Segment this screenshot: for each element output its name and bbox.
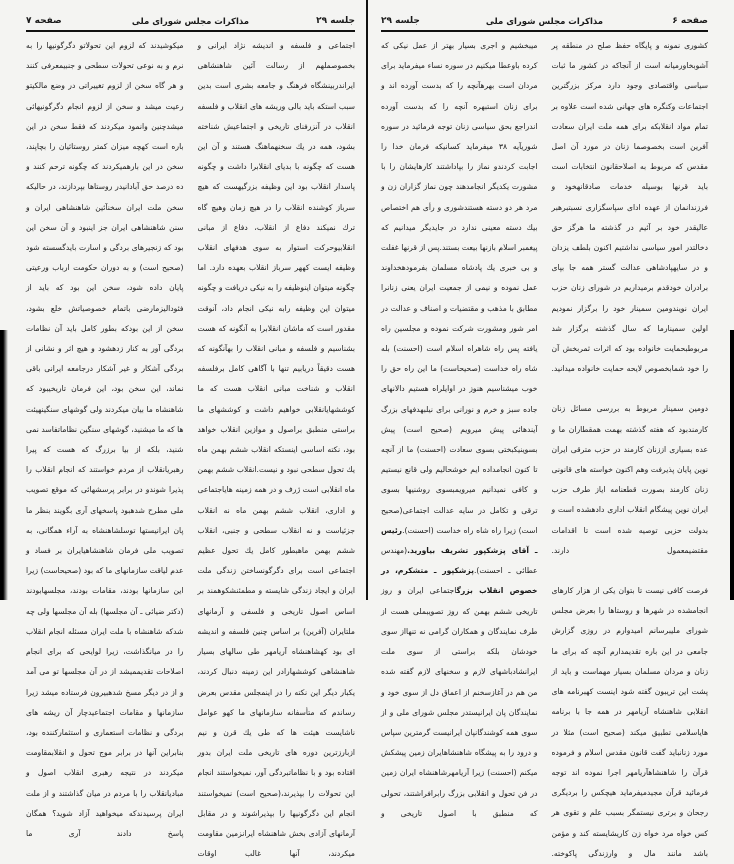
text-line: ایران بر فساد و عدم لیاقت سازمانهای ما که بود (صحیح [26,546,184,576]
text-line: کنگره های جهانی شده است علاوه بر تمام مواد انقلاب [551,101,708,131]
text-line: برنامه های انقلابی شاهنشاه آریامهر در همه جا با برنامه های [551,687,708,737]
text-line: دارم آنچه که برای ما زنان و مردان مسلمان بسیار مهم [551,646,708,676]
text-line: ملی هست از طرف نمایندگان و همکاران گرامی نه تنها [381,606,538,636]
text-line: فلسفه انقلاب و شناخت مبانی انقلاب هست که ما کوششهای [197,364,355,414]
text-line: که باید بالی وریشه های انقلاب و فلسفه انقلاب در آن [197,101,355,131]
text-line: داده ایم خوشحالیم ولی قانع نیستیم و کافی نمیدانیم میرویم [381,465,538,495]
text-line: هر سرباز انقلاب بعهده دارد. اما چگونه میتوان این [197,263,355,293]
text-line: مشورت شرکت نموده و مجلسین راه یافته پس راه شاه [381,323,538,354]
text-line: دهند چون نماز گزاران زن و مرد هر دو دسته هستند [381,182,538,212]
text-line: که میخواهید آزاد شوید؟ همگان پاسخ دادند آری ما [26,808,184,838]
text-line: نیکبختی بسوی سعادت (احسنت) ما از آنچه تا کنون انجام [381,445,538,475]
page-header [381,14,708,30]
text-line: ملهم از رسالت آئین شاهنشاهی ایران [197,61,355,91]
text-line: رئیس ـ آقای پزشکپور تشریف بیاورید. [381,525,538,556]
text-line: فاسد نمی شنید، بلکه از بیا برزرگ که هست که پیرا رهبری [26,424,184,475]
text-line: دومین سمینار مربوط به بررسی مسائل زنان کارمند [551,404,708,434]
text-line: و در برابر پرسشهائی که موقع تصویب ملی مطرح شده [26,485,184,515]
text-line: است) زیرا این سازمانها بودند، مقامات بودند، مجلسها [26,566,184,596]
text-line: است و نه انقلاب سطحی و جنبی، انقلاب ششم بهمن ماه [197,525,355,556]
text-line: زمین مقاومت میکردند، آنها غالب اوقات [197,828,355,859]
text-line: کننده بود، بنابراین آنها در برابر موج تحول و انقلاب [26,727,184,758]
text-line: و عوامل ناشایست هیئت ها که طی یك قرن و نیم از [197,707,355,758]
text-line: هست که هیچ سرباز کوشنده انقلاب را در هیچ زمان و [197,182,355,212]
text-line: آیه ۳۸ میفرماید کسانیکه فرمان خدا را اجابت کردند [381,142,538,172]
text-line: آنچه را که بدست آورده اند و برای زنان است [381,81,538,111]
text-line: چه میزان کمتر روستائیان را بچاپند، سخن در این باره [26,142,184,172]
text-line: عطا میکنیم در سوره نساء میفرماید برای مردان است بهره [381,61,538,91]
text-line: کشوری نمونه و پایگاه حفظ صلح در منطقه پر آشوب [551,41,708,71]
text-line: بود پاسخهای آری بگویند بنظر ما پان ایرانیستها توسل [26,505,184,535]
text-line: شاهنشاه به آراء همگانی، به تصویب ملی فرمان شاهنشاهی [26,525,184,556]
text-line: بودند (دکتر ضیائی ـ آن مجلسها) بله آن مجلسها ولی چه شد [26,586,184,636]
text-line: جامعه ایرانی باقی نماند، این سخن بود، این فرمان تاریخی [26,364,184,394]
text-line: اقتصادی وجود دارد مرکز بزرگترین اجتماعات و [551,81,708,111]
column-right [552,36,709,864]
text-line: بود که شاهنشاه ما بیان میکردند ولی گوشهای سنگین [26,384,184,414]
text-line: معرفی کنند و هر گاه سخن از لزوم تغییراتی در وضع مالکیت [26,61,184,91]
text-line: اسلامی تطبیق میکند (صحیح است) مثلا در مورد زنان [551,727,708,757]
text-line: راجع بحق سیاسی زنان توجه فرمائید در سوره شوری [381,121,538,152]
column-left [381,36,538,864]
page-header [26,14,355,30]
text-line: میکردند که چگونه ترحم کنند و ده درصد حق آبادانی [26,162,184,192]
text-line: و رعیت میشد و سخن از لزوم انجام دگرگونیهائی میشد [26,81,184,131]
text-line: گذاشت، زیرا لوایحی که برای انجام اصلاحات تقدیم [26,647,184,677]
text-line: راه اسلام است (احسنت) بله شاه راه خداست (صحیح [381,344,538,374]
text-line: بطور کامل یك تحول عظیم اجتماعی است برای دگرگون [197,546,355,576]
text-line: هیئت ها که ما میشنید، گوشهای سنگین نظامات [26,404,184,434]
text-line: است) ما این راه حق را خوب میشناسیم هنوز در اوایل [381,364,538,394]
text-line: انقلاب از مردم خواستند که انجام انقلاب را پذیرا شوند [26,465,184,495]
text-line: خداوند عمل نموده و نیمی از جمعیت ایران یعنی زنان [381,263,538,293]
text-line: قانون انتخابات است باید قرنها بوسیله خدمات صادقانه [551,162,708,192]
text-line: را به آنگونه که هست بشناسیم و فلسفه و مبانی انقلاب را به [197,323,355,354]
text-line: هم اکنون خواسته های قانونی زنان کارمند بصورت قطعنامه ای [551,465,708,495]
text-line: شود و هیچ اثر و نشانی از بردگی آشکار و غیر آشکار در [26,344,184,374]
page-right-6 [367,0,734,858]
text-line: بهدفهای بزرگ آیندهائی پیش میرویم (صحیح است) پیش بسوی [381,404,538,455]
text-line: شوند و در مقابل آرمانهای آزادی بخش شاهنشاه ایران [197,808,355,838]
text-line: به نیکی انجام داد، آنوقت مقدور است که ماشان انقلاب [197,303,355,333]
text-line: شاهنشاه آریامهر طی سالهای بسیار شاهنشاهی کوششهارا [197,647,356,677]
text-line: شاهنشاه ایران زمین در فن تحول و انقلابی بزرگ را [381,768,538,798]
text-line: راه هستیم دالانهای جاده سبز و خرم و نورانی برای نیل [381,384,538,414]
text-line: قدم برمیداریم در شورای زنان حزب ایران نوین [551,283,708,313]
text-line: که برای همه ملت ایران سعادت آفرین است بخصوص [551,121,708,152]
text-line: که انقلاب ششم بهمن ماه یك تحول سطحی نبود و نیست. [197,445,355,475]
text-line: (صحیح است) زیرا راه شاه راه خداست (احسنت). [381,505,538,535]
text-line: انقلاب را با مردم در میان گذاشتند و از ملت ایران پرسیدند [26,788,184,818]
text-line: و نماز را بپاداشتند کارهایشان را با مشورت یکدیگر انجام [381,162,538,192]
text-line: را داشت و چگونه پاسدار انقلاب بود این وظیفه بزرگی [197,162,355,192]
text-line: بحمایت خانواده بود که اثرات ثمربخش آن را خود شما [551,344,708,374]
text-line: میبخشیم و اجری بسیار بهتر از عمل نیکی که کرده باو [381,41,538,71]
text-line: دچار آن ریشه های بردگی و نظامات استعماری و استثمار [26,707,184,737]
session-number: جلسه ۲۹ [381,16,420,26]
text-line: از سوی خودشان بلکه براستی از سوی ملت ایران [381,626,538,677]
text-line: معمول دارند. [551,545,689,555]
text-line: بخصوص لایحه حمایت خانواده میدانید. [551,364,672,374]
text-line: مجلس مقدس بعرض رساندم که متأسفانه سازمانهای ما که [197,687,355,717]
text-line: رعیتی پایان داده شود، سخن این بود که باید از فئودالیزم [26,263,184,313]
text-line: پزشکپور ـ متشکرم، در خصوص انقلاب بزرگ [381,566,538,596]
text-line: پس از قرنها غفلت و بی خبری یك پادشاه مسلمان بفرموده [381,243,538,273]
text-line: میفرماید هیچکس را بردیگری رجحان و برتری نیست [551,788,708,818]
text-line: گسسته شود (صحیح است) و به دوران حکومت ارباب و [26,243,184,273]
text-line: بیرون فرستاده میشد زیرا سازمانها و مقامات اجتماعی [26,687,184,717]
session-number: جلسه ۲۹ [316,16,355,26]
scan-edge-shadow-left [0,330,8,600]
text-line: از طرف حزب ایران نوین پیشگام انقلاب اداری داده [551,485,708,515]
text-line: برافراشتند، تحولی که منطبق با اصول تاریخی و [381,788,538,818]
text-line: چنین وانمود میکردند که فقط سخن در این باره است که [26,121,184,152]
text-line: اجتماعی ایران و روز تاریخی ششم بهمن که روز تصویب [381,586,538,616]
text-line: است و باید از پشت این تریبون گفته شود اینست که [551,666,708,697]
scan-edge-shadow-right [730,330,734,600]
text-line: پادشاهی عدالت گستر همه جا بپای برادران خود [551,263,708,293]
paragraph-gap [552,379,709,399]
text-line: (صحیح است) نمیخواستند انجام این دگرگونیها را بپذیرا [197,788,355,818]
text-line: خود و فرزندانمان از عهده ادای سپاسگزاری نسبت [551,182,708,212]
text-line: که شاهنشاه با ملت ایران مسئله انجام انقلاب را در میان [26,626,184,657]
text-line: اجتماعی و اداری، انقلاب ششم بهمن ماه نه انقلاب جزئی [197,485,355,535]
text-line: مقاومت میکردند در نتیجه رهبری انقلاب اصول و مبادی [26,748,184,798]
text-line: شده است و بدولت حزبی توصیه شده است تا اقدامات مقتضی [551,505,708,555]
text-line: انقلابی خواهیم داشت و کوششهای ما براستی منطبق بر [197,404,355,434]
text-line: که بطور کامل باید آن نظامات بردگی آور به کنار زده [26,323,184,354]
text-line: مگر بسبب علم و تقوی هر کس خواه مرد خواه زن کاری [551,808,708,838]
header-rule [26,30,355,32]
text-line: برسانم امیدوارم در روزی گزارش جامعی در این باره تقدیم [551,626,708,656]
text-line: در مجلس شورای ملی و از سوی همه کوشندگان [381,707,538,737]
text-line: سخنم از اعماق دل از سوی خود و نمایندگان پان ایرانیست [381,687,538,717]
text-line: و دگرگونیها را به نرم و به نوعی تحولات سطحی و جنبی [26,41,184,71]
text-line: فرصت کافی نیست تا بتوان یکی از هزار کارهای انجام [551,586,708,616]
text-line: پان ایرانیست گرمترین سپاس و درود را به پیشگاه شاهنشاه [381,727,538,758]
text-line: شایسته کند و مؤمن باشد مانند مال و وارزندگی پاکوخته. [551,828,708,858]
text-line: خاورمیانه است از آنجاکه در کشور ما ثبات سیاسی و [551,61,708,91]
text-line: آئین شاهنشاهی ایران و سنن شاهنشاهی ایران جز این [26,202,184,232]
paragraph-gap [552,561,709,581]
header-rule [381,30,708,32]
text-line: را مطابق با مذهب و مقتضیات و اصناف و عدالت در امر شور و [381,283,538,333]
text-line: اجتماعی و فلسفه و اندیشه نژاد ایرانی و بخصوص [197,41,355,71]
text-line: بود و آن سخن این بود که زنجیرهای بردگی و اسارت باید [26,222,184,253]
page-running-title: مذاکرات مجلس شورای ملی [131,17,250,27]
text-line: شکوهمند بر اساس اصول تاریخی و فلسفی و آرمانهای ملت [197,586,355,636]
text-line: وظیفه را به نیکی دریافت و چگونه میتوان این وظیفه را [197,283,356,313]
page-number: صفحه ۶ [672,16,708,26]
text-line: در امور سیاسی نداشتیم اکنون بلطف یزدان و در سایه [551,243,708,273]
text-line: انقلاب ششم بهمن ماه انقلابی است ژرف و در همه زمینه های [197,465,355,495]
text-line: زرفنای تاریخی و اجتماعیش شناخته بشود، همه در یك سخن [197,121,355,152]
text-line: بود که هفته گذشته بهمت همقطاران ما و عده بسیاری از [551,424,708,454]
text-line: میکوشیدند که لزوم این تحولات [83,41,184,50]
text-line: آنگونه که هست دقیقاً دریابیم تنها با آگاهی کامل بر [197,344,355,374]
text-line: زنان کارمند در حزب مترقی ایران نوین پایان پذیرفت و [551,444,708,475]
text-line: در روستاها بپردازند، در حالیکه سخن ملت ایران سخن [26,182,184,212]
text-line: ایران زمین پیشکش میکنم (احسنت) زیرا آریامهر [381,748,538,778]
text-line: بارزترین دوره های تاریخی ملت ایران بدور افتاده بود و با نظامات [197,748,355,778]
text-line: دیگر میدانیم که پیغمبر اسلام بازنها بیعت بستند. [381,222,538,253]
text-line: ما زنان در مورد آن اصل مقدس که مربوط به اصلاح [551,142,708,172]
text-line: شادباشهای لازم و سخنهای لازم گفته شده من هم در آغاز [381,667,538,697]
column-right [198,36,356,864]
text-line: شده در شهرها و روستاها را بعرض مجلس شورای ملی [551,606,708,636]
page-binding-divider [366,0,368,600]
text-line: اصول و موازین انقلاب خواهد بود، نکته اساسی اینست [197,424,356,455]
page-running-title: مذاکرات مجلس شورای ملی [485,17,604,27]
text-line: هیچ گاه ترك نمیکند دفاع از انقلاب، دفاع از مبانی انقلابی [197,202,355,253]
text-line: دومین سمینار خود را برگزار نمودیم اولین سمینار [551,303,708,333]
text-columns [381,36,708,864]
text-line: هماهنگ هستند و آن این هست که چگونه با بدیای انقلاب [197,142,356,172]
text-columns [26,36,355,864]
text-line: بسوی روشنیها بسوی ترقی و تکامل در سایه عدالت اجتماعی [381,485,538,515]
text-line: بردگی آور، نمیخواستند انجام این تحولات را بپذیرند، [197,768,356,798]
text-line: (مهندس عطائی ـ احسنت). [381,546,538,576]
text-line: ارضی باتمام خصوصیاتش خلع بشود، سخن از این بود [26,303,184,333]
text-line: ما که سال گذشته برگزار شد مربوط [551,323,708,354]
text-line: ساختن زندگی ملت ایران و ایجاد زندگی شایسته و مطمئن [197,566,355,596]
text-line: در این زمینه دنبال کردند، یکبار دیگر این نکته را در این [197,667,355,697]
text-line: برهبر عالیقدر خود بر آئیم در گذشته ما هرگز حق دخالت [551,202,708,253]
text-line: آریامهر اجرا نموده اند توجه فرمائید قرآن مجید [551,767,708,798]
text-line: باید گفت قانون مقدس اسلام و فرموده قرآن را شاهنشاه [551,747,708,777]
text-line: شوری و رأی هم اختصاص بیك دسته معینی ندارد در جای [381,202,538,232]
page-number: صفحه ۷ [26,16,62,26]
text-line: دربینشگاه فرهنگ و جامعه بشری است بدین سبب است [197,81,355,111]
text-line: ایران (آفرین) بر اساس چنین فلسفه و اندیشه ای بود که [197,626,355,657]
column-left [26,36,184,864]
text-line: بهره آنچه را که بدست آورده اند [381,101,538,131]
text-line: وحرکت استوار به سوی هدفهای انقلاب وظیفه ایست که [197,243,356,273]
text-line: میشد از در آن مجلسها تو می آمد و از در دیگر مسخ شده [26,667,184,697]
page-left-7 [0,0,367,859]
